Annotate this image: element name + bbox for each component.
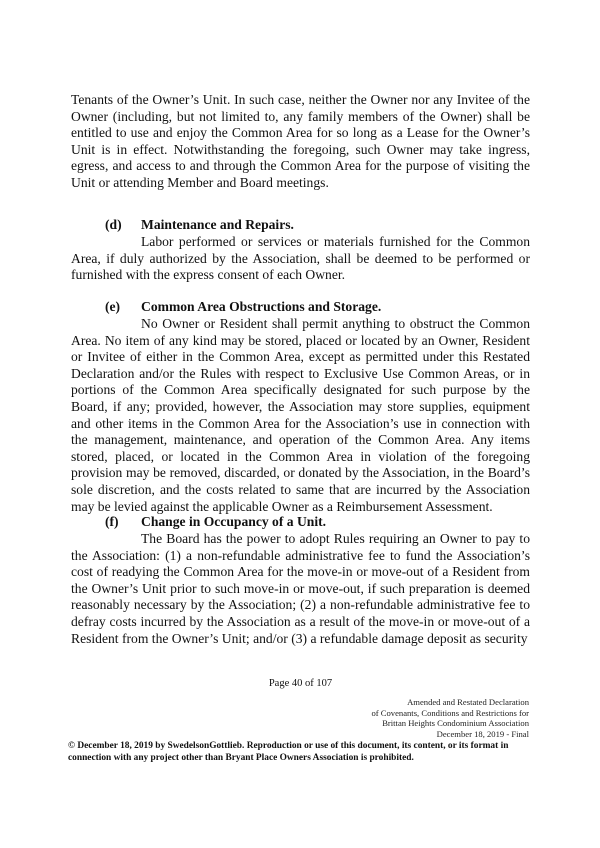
- intro-paragraph: Tenants of the Owner’s Unit. In such case, neither the Owner nor any Invitee of the Owner (including, but not limited to, any family members of the Owner) shall be entitled to use and enjoy the Common Area for so long as a Lease for the Owner’s Unit is in effect. Notwithstanding the foregoing, such Owner may take ingress, egress, and access to and through the Common Area for the purpose of visiting the Unit or attending Member and Board meetings.: [71, 92, 530, 190]
- section-title: Change in Occupancy of a Unit.: [141, 514, 327, 529]
- section-label: (f): [105, 514, 119, 529]
- section-heading-d: [105, 217, 294, 234]
- section-label: (e): [105, 299, 121, 314]
- footer-title-line: December 18, 2019 - Final: [436, 728, 529, 739]
- section-body-f: The Board has the power to adopt Rules requiring an Owner to pay to the Association: (1) a non-refundable administrative fee to fund the Association’s cost of readying the Common Area for the move-in or move-out of a Resident from the Owner’s Unit prior to such move-in or move-out, if such preparation is deemed reasonably necessary by the Association; (2) a non-refundable administrative fee to defray costs incurred by the Association as a result of the move-in or move-out of a Resident from the Owner’s Unit; and/or (3) a refundable damage deposit as security: [71, 531, 530, 646]
- section-heading-e: [105, 299, 381, 316]
- section-body-e: No Owner or Resident shall permit anything to obstruct the Common Area. No item of any kind may be stored, placed or located by an Owner, Resident or Invitee of either in the Common Area, except as permitted under this Restated Declaration and/or the Rules with respect to Exclusive Use Common Areas, or in portions of the Common Area specifically designated for such purpose by the Board, if any; provided, however, the Association may store supplies, equipment and other items in the Common Area for the Association’s use in connection with the management, maintenance, and operation of the Common Area. Any items stored, placed, or located in the Common Area in violation of the foregoing provision may be removed, discarded, or donated by the Association, in the Board’s sole discretion, and the costs related to same that are incurred by the Association may be levied against the applicable Owner as a Reimbursement Assessment.: [71, 316, 530, 514]
- footer-title-line: of Covenants, Conditions and Restrictions for: [371, 707, 529, 718]
- section-title: Maintenance and Repairs.: [141, 217, 294, 232]
- section-label: (d): [105, 217, 122, 232]
- copyright-notice: © December 18, 2019 by SwedelsonGottlieb. Reproduction or use of this document, its content, or its format in connection with any project other than Bryant Place Owners Association is prohibited.: [68, 741, 509, 764]
- document-title-footer: [371, 697, 529, 739]
- section-title: Common Area Obstructions and Storage.: [141, 299, 382, 314]
- page-number: Page 40 of 107: [268, 678, 333, 689]
- section-body-d: Labor performed or services or materials furnished for the Common Area, if duly authorized by the Association, shall be deemed to be performed or furnished with the express consent of each Owner.: [71, 234, 530, 283]
- footer-title-line: Amended and Restated Declaration: [407, 697, 529, 707]
- footer-title-line: Brittan Heights Condominium Association: [382, 718, 529, 729]
- section-heading-f: [105, 514, 326, 531]
